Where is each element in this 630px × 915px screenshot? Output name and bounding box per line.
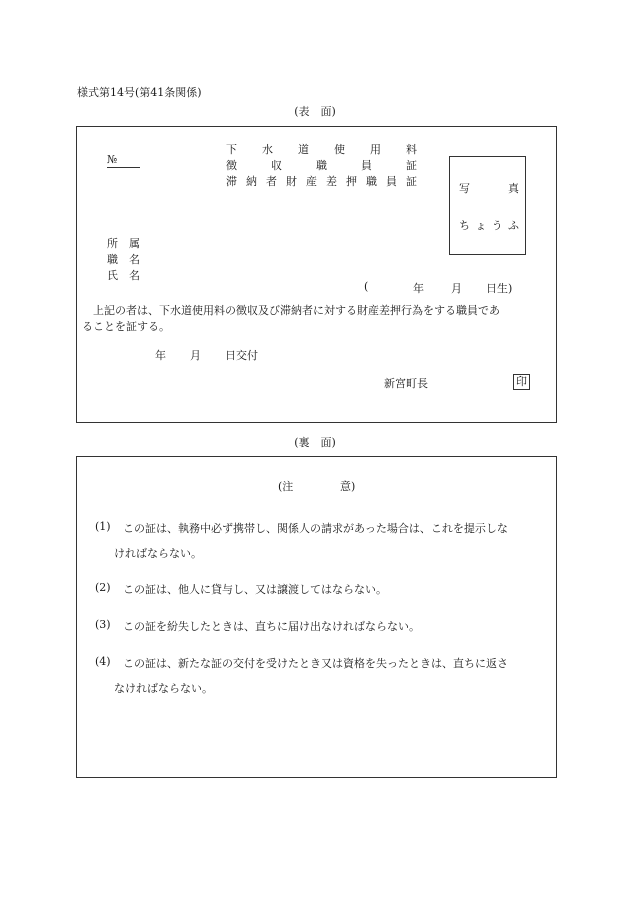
title-char: 差 <box>326 175 337 188</box>
seal-mark <box>513 374 530 390</box>
note-number: (2) <box>95 581 111 594</box>
title-char: 使 <box>334 143 345 156</box>
field-label-char: 名 <box>129 253 140 266</box>
photo-box <box>449 156 526 255</box>
title-char: 滞 <box>226 175 237 188</box>
seal-label: 印 <box>513 374 530 390</box>
title-char: 産 <box>306 175 317 188</box>
field-name <box>107 267 140 283</box>
number-field <box>107 153 140 168</box>
title-char: 証 <box>406 175 417 188</box>
photo-char: 真 <box>508 182 519 195</box>
note-number: (1) <box>95 520 111 533</box>
title-char: 下 <box>226 143 237 156</box>
title-char: 職 <box>366 175 377 188</box>
photo-char: ち <box>459 219 470 232</box>
field-label-char: 職 <box>107 253 118 266</box>
title-char: 証 <box>406 159 417 172</box>
birth-year: 年 <box>413 282 424 295</box>
note-number: (3) <box>95 618 111 631</box>
photo-char: ょ <box>475 219 487 232</box>
title-char: 財 <box>286 175 297 188</box>
back-side-label: (裏 面) <box>294 436 336 449</box>
issue-year: 年 <box>155 349 166 362</box>
title-char: 徴 <box>226 159 237 172</box>
birth-open-paren: ( <box>364 280 369 293</box>
photo-char: ふ <box>507 219 519 232</box>
title-line-1 <box>226 141 417 157</box>
issue-day: 日交付 <box>225 349 258 362</box>
field-affiliation <box>107 235 140 251</box>
note-text-line-1: この証は、執務中必ず携帯し、関係人の請求があった場合は、これを提示しな <box>123 522 508 535</box>
issuer-title: 新宮町長 <box>384 377 428 390</box>
title-char: 水 <box>262 143 273 156</box>
certification-text-line-1: 上記の者は、下水道使用料の徴収及び滞納者に対する財産差押行為をする職員であ <box>93 304 500 317</box>
number-label: № <box>107 153 118 166</box>
field-label-char: 属 <box>129 237 140 250</box>
caution-open: (注 <box>278 480 294 493</box>
back-card <box>76 456 557 778</box>
title-line-2 <box>226 157 417 173</box>
birth-month: 月 <box>451 282 462 295</box>
title-char: 員 <box>361 159 372 172</box>
field-label-char: 所 <box>107 237 118 250</box>
photo-char: う <box>491 219 503 232</box>
photo-char: 写 <box>459 182 470 195</box>
issue-month: 月 <box>190 349 201 362</box>
field-label-char: 氏 <box>107 269 118 282</box>
title-char: 者 <box>266 175 277 188</box>
field-position <box>107 251 140 267</box>
title-char: 押 <box>346 175 357 188</box>
title-char: 用 <box>370 143 381 156</box>
photo-label-line-2 <box>459 217 519 233</box>
photo-label-line-1 <box>459 180 519 196</box>
note-text-line-1: この証は、他人に貸与し、又は譲渡してはならない。 <box>123 583 387 596</box>
caution-close: 意) <box>340 480 356 493</box>
title-char: 道 <box>298 143 309 156</box>
note-text-line-2: ければならない。 <box>114 547 202 560</box>
front-side-label: (表 面) <box>294 105 336 118</box>
title-char: 収 <box>271 159 282 172</box>
field-label-char: 名 <box>129 269 140 282</box>
form-number-header: 様式第14号(第41条関係) <box>77 86 202 99</box>
title-char: 員 <box>386 175 397 188</box>
certification-text-line-2: ることを証する。 <box>82 320 170 333</box>
title-char: 職 <box>316 159 327 172</box>
note-number: (4) <box>95 655 111 668</box>
note-text-line-1: この証は、新たな証の交付を受けたとき又は資格を失ったときは、直ちに返さ <box>123 657 508 670</box>
note-text-line-1: この証を紛失したときは、直ちに届け出なければならない。 <box>123 620 420 633</box>
note-text-line-2: なければならない。 <box>114 682 213 695</box>
birth-day: 日生) <box>486 282 513 295</box>
title-line-3 <box>226 173 417 189</box>
title-char: 納 <box>246 175 257 188</box>
title-char: 料 <box>406 143 417 156</box>
